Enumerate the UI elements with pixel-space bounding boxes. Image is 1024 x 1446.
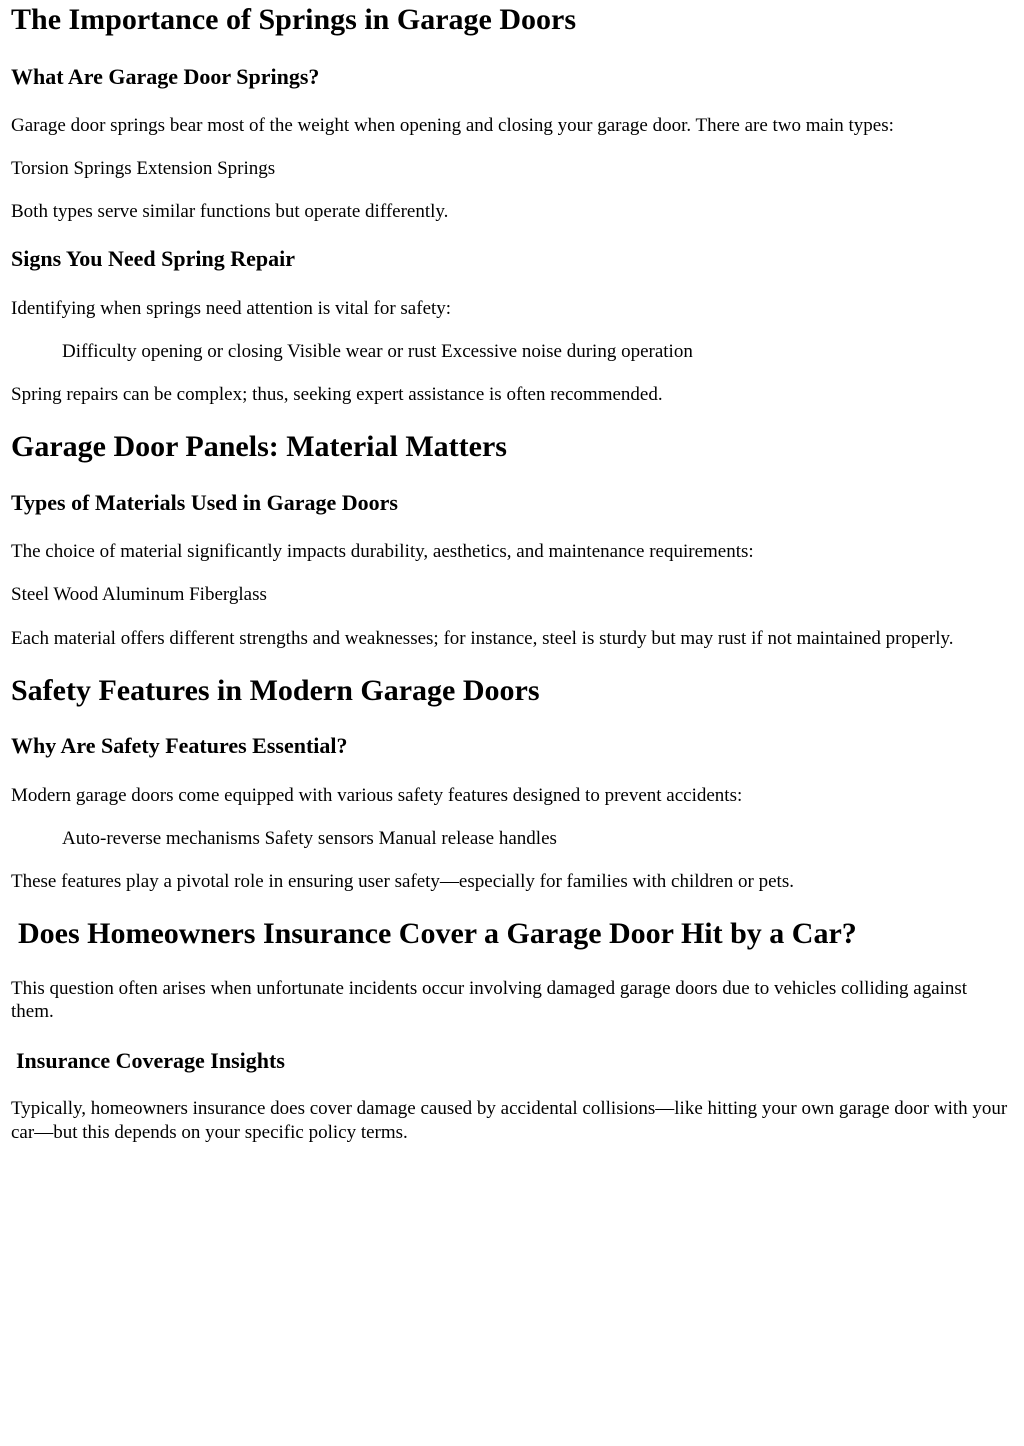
springs-heading: The Importance of Springs in Garage Doors: [11, 3, 576, 36]
signs-list: Difficulty opening or closing Visible wear or rust Excessive noise during operation: [62, 340, 693, 362]
safety-features-list: Auto-reverse mechanisms Safety sensors Manual release handles: [62, 827, 557, 849]
spring-types-outro: Both types serve similar functions but operate differently.: [11, 201, 449, 223]
spring-types-list: Torsion Springs Extension Springs: [11, 158, 276, 180]
signs-spring-repair-heading: Signs You Need Spring Repair: [11, 246, 296, 272]
insurance-heading: Does Homeowners Insurance Cover a Garage Door Hit by a Car?: [18, 917, 857, 951]
materials-heading: Types of Materials Used in Garage Doors: [11, 489, 398, 515]
insurance-insights-heading: Insurance Coverage Insights: [16, 1047, 285, 1073]
signs-outro-paragraph: Spring repairs can be complex; thus, seeking expert assistance is often recommended.: [11, 384, 663, 406]
panels-heading: Garage Door Panels: Material Matters: [11, 430, 507, 464]
springs-intro-paragraph: Garage door springs bear most of the weight when opening and closing your garage door. There are two main types:: [11, 114, 894, 136]
safety-heading: Safety Features in Modern Garage Doors: [11, 673, 540, 707]
materials-intro-paragraph: The choice of material significantly impacts durability, aesthetics, and maintenance requirements:: [11, 541, 754, 563]
safety-intro-paragraph: Modern garage doors come equipped with various safety features designed to prevent accidents:: [11, 784, 743, 806]
signs-intro-paragraph: Identifying when springs need attention is vital for safety:: [11, 297, 452, 319]
materials-list: Steel Wood Aluminum Fiberglass: [11, 584, 267, 606]
materials-outro-paragraph: Each material offers different strengths and weaknesses; for instance, steel is sturdy but may rust if not maintained properly.: [11, 627, 954, 649]
insurance-insights-paragraph: Typically, homeowners insurance does cover damage caused by accidental collisions—like hitting your own garage door with your car—but this depends on your specific policy terms.: [11, 1098, 1008, 1143]
why-safety-heading: Why Are Safety Features Essential?: [11, 733, 348, 759]
what-are-springs-heading: What Are Garage Door Springs?: [11, 63, 320, 89]
insurance-intro-paragraph: This question often arises when unfortunate incidents occur involving damaged garage doors due to vehicles colliding against them.: [11, 977, 968, 1022]
safety-outro-paragraph: These features play a pivotal role in ensuring user safety—especially for families with children or pets.: [11, 870, 794, 892]
